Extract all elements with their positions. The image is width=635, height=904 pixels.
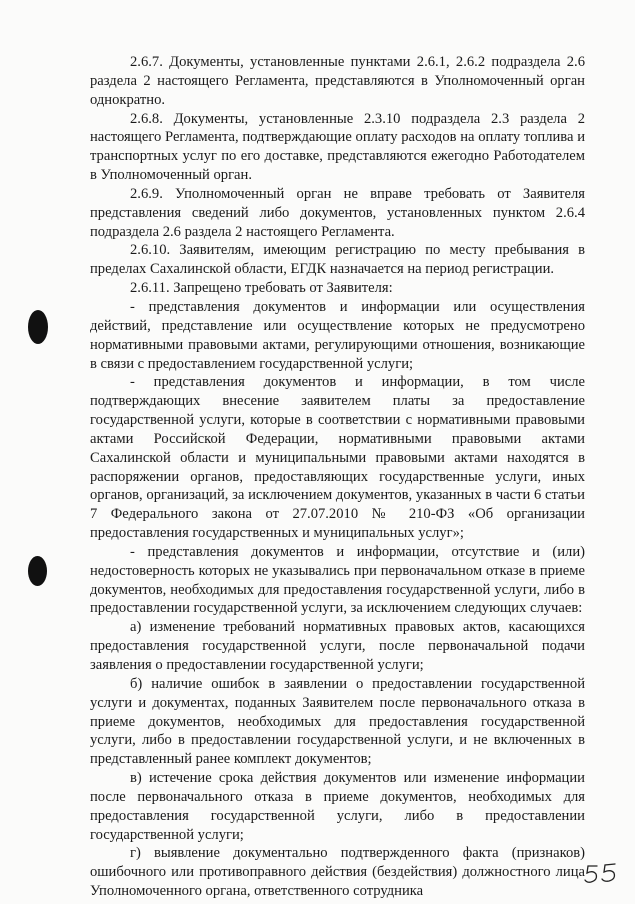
list-item-g: г) выявление документально подтвержденного факта (признаков) ошибочного или противоправного действия (бездействия) должностного лица Уполномоченного органа, ответственного сотрудника: [90, 845, 585, 900]
paragraph-2-6-8: 2.6.8. Документы, установленные 2.3.10 подраздела 2.3 раздела 2 настоящего Регламента, подтверждающие оплату расходов на оплату топлива и транспортных услуг по его доставке, представляются ежегодно Работодателем в Уполномоченный орган.: [90, 110, 585, 184]
list-item-dash-1: - представления документов и информации или осуществления действий, представление или осуществление которых не предусмотрено нормативными правовыми актами, регулирующими отношения, возникающие в связи с предоставлением государственной услуги;: [90, 298, 585, 372]
handwritten-page-number: [583, 860, 623, 886]
punch-hole-top: [28, 310, 48, 344]
paragraph-2-6-7: 2.6.7. Документы, установленные пунктами 2.6.1, 2.6.2 подраздела 2.6 раздела 2 настоящего Регламента, представляются в Уполномоченный орган однократно.: [90, 54, 585, 108]
paragraph-2-6-9: 2.6.9. Уполномоченный орган не вправе требовать от Заявителя представления сведений либо документов, установленных пунктом 2.6.4 подраздела 2.6 раздела 2 настоящего Регламента.: [90, 185, 585, 240]
list-item-dash-2: - представления документов и информации, в том числе подтверждающих внесение заявителем платы за предоставление государственной услуги, которые в соответствии с нормативными правовыми актами Российской Федерации, нормативными правовыми актами Сахалинской области и муниципальными правовыми актами находятся в распоряжении органов, предоставляющих государственные услуги, иных органов, организаций, за исключением документов, указанных в части 6 статьи 7 Федерального закона от 27.07.2010 № 210-ФЗ «Об организации предоставления государственных и муниципальных услуг»;: [90, 374, 585, 542]
paragraph-2-6-11: 2.6.11. Запрещено требовать от Заявителя:: [130, 280, 393, 297]
list-item-a: а) изменение требований нормативных правовых актов, касающихся предоставления государственной услуги, после первоначальной подачи заявления о предоставлении государственной услуги;: [90, 619, 585, 673]
list-item-b: б) наличие ошибок в заявлении о предоставлении государственной услуги и документах, поданных Заявителем после первоначального отказа в приеме документов, необходимых для предоставления государственной услуги, либо в предоставлении государственной услуги, и не включенных в представленный ранее комплект документов;: [90, 675, 585, 768]
punch-hole-bottom: [28, 556, 47, 586]
list-item-dash-3: - представления документов и информации, отсутствие и (или) недостоверность которых не указывались при первоначальном отказе в приеме документов, необходимых для предоставления государственной услуги, либо в предоставлении государственной услуги, за исключением следующих случаев:: [90, 543, 585, 617]
document-body: [90, 53, 585, 901]
paragraph-2-6-10: 2.6.10. Заявителям, имеющим регистрацию по месту пребывания в пределах Сахалинской области, ЕГДК назначается на период регистрации.: [90, 242, 585, 278]
list-item-v: в) истечение срока действия документов или изменение информации после первоначального отказа в приеме документов, необходимых для предоставления государственной услуги, либо в предоставлении государственной услуги;: [90, 770, 585, 843]
